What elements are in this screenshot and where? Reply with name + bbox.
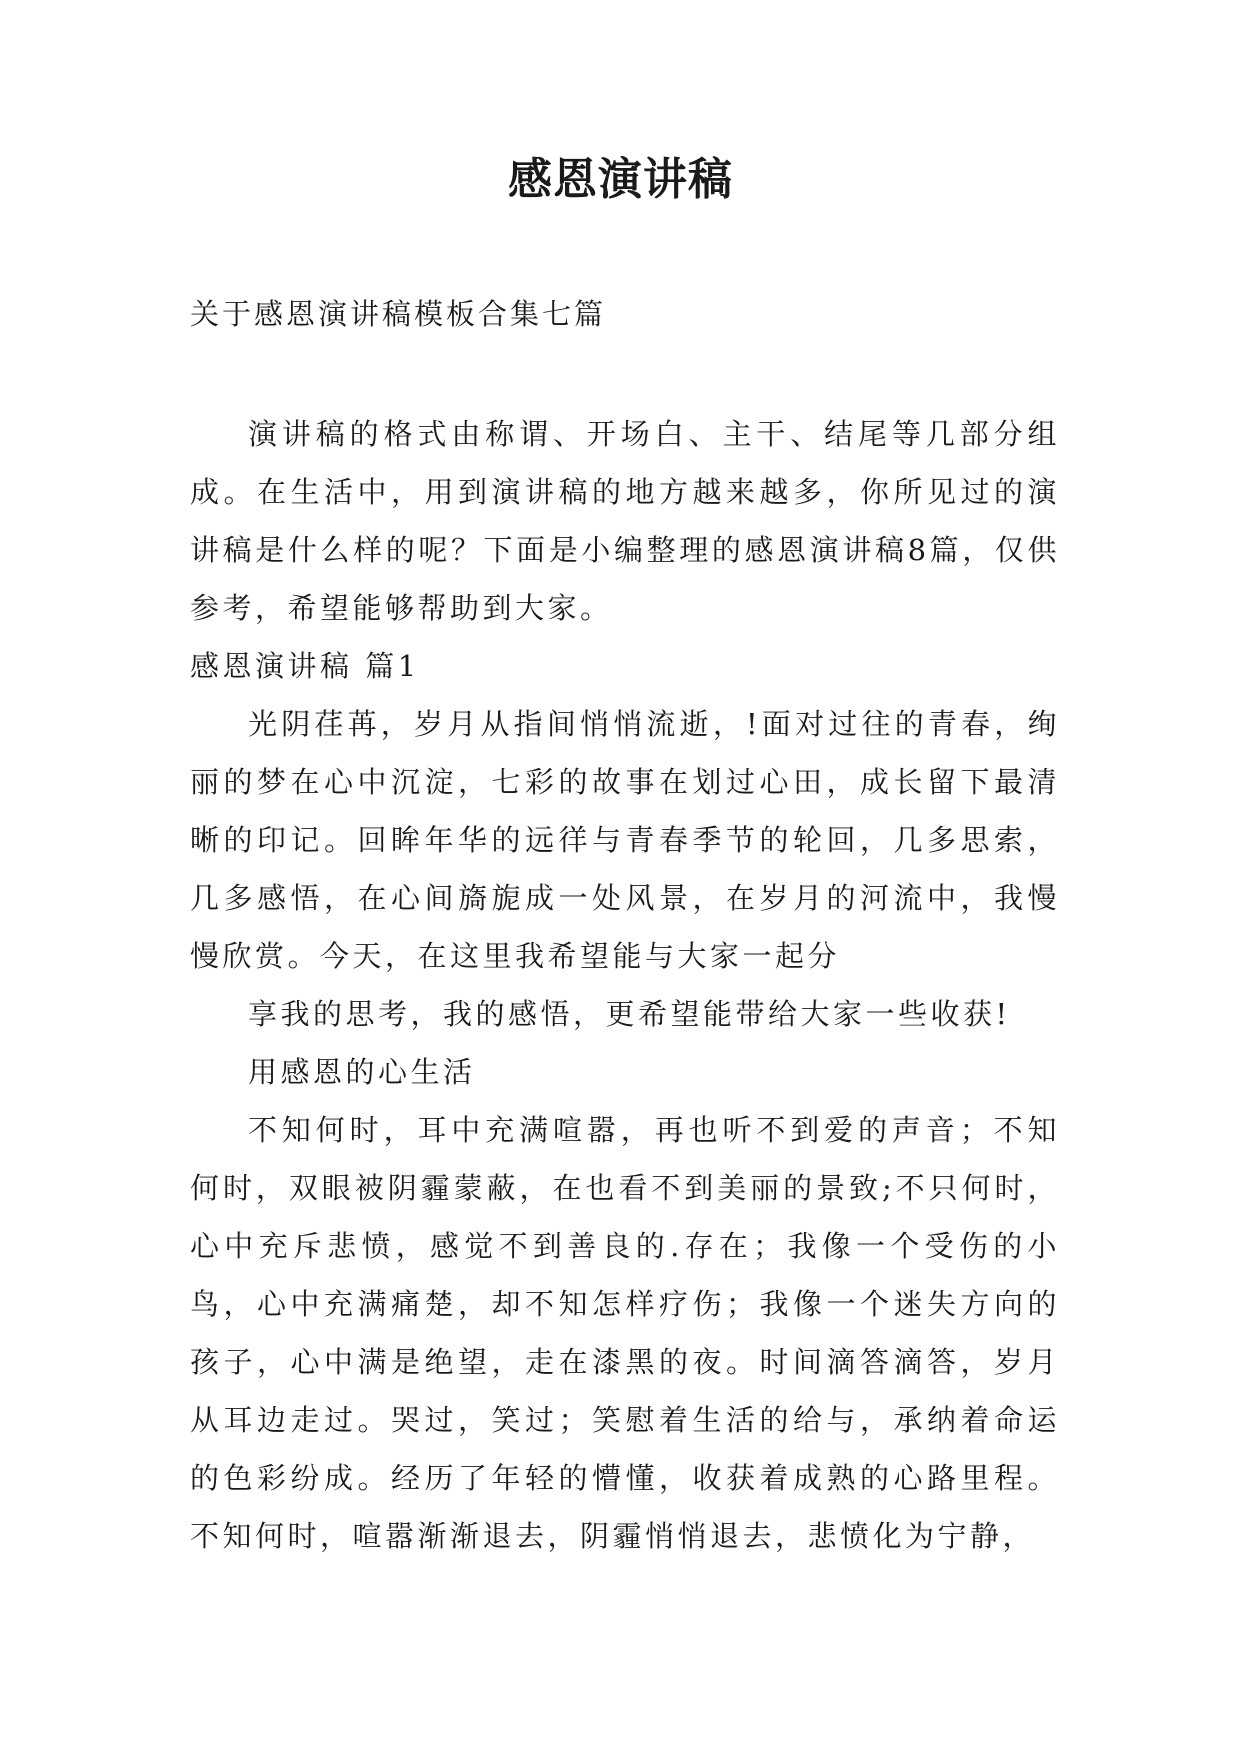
document-body [190,405,1060,1565]
body-paragraph: 享我的思考，我的感悟，更希望能带给大家一些收获! [248,997,1011,1031]
body-paragraph-heading: 用感恩的心生活 [248,1055,476,1089]
body-paragraph: 不知何时，耳中充满喧嚣，再也听不到爱的声音；不知何时，双眼被阴霾蒙蔽，在也看不到美丽的景致;不只何时，心中充斥悲愤，感觉不到善良的.存在；我像一个受伤的小鸟，心中充满痛楚，却不知怎样疗伤；我像一个迷失方向的孩子，心中满是绝望，走在漆黑的夜。时间滴答滴答，岁月从耳边走过。哭过，笑过；笑慰着生活的给与，承纳着命运的色彩纷成。经历了年轻的懵懂，收获着成熟的心路里程。不知何时，喧嚣渐渐退去，阴霾悄悄退去，悲愤化为宁静， [190,1113,1060,1553]
section-heading: 感恩演讲稿 篇1 [190,649,420,683]
document-subtitle: 关于感恩演讲稿模板合集七篇 [190,297,607,331]
body-paragraph: 光阴荏苒，岁月从指间悄悄流逝，!面对过往的青春，绚丽的梦在心中沉淀，七彩的故事在划过心田，成长留下最清晰的印记。回眸年华的远徉与青春季节的轮回，几多思索，几多感悟，在心间旖旎成一处风景，在岁月的河流中，我慢慢欣赏。今天，在这里我希望能与大家一起分 [190,707,1060,973]
document-title: 感恩演讲稿 [508,154,733,205]
intro-paragraph: 演讲稿的格式由称谓、开场白、主干、结尾等几部分组成。在生活中，用到演讲稿的地方越来越多，你所见过的演讲稿是什么样的呢？下面是小编整理的感恩演讲稿8篇，仅供参考，希望能够帮助到大家。 [190,417,1060,625]
